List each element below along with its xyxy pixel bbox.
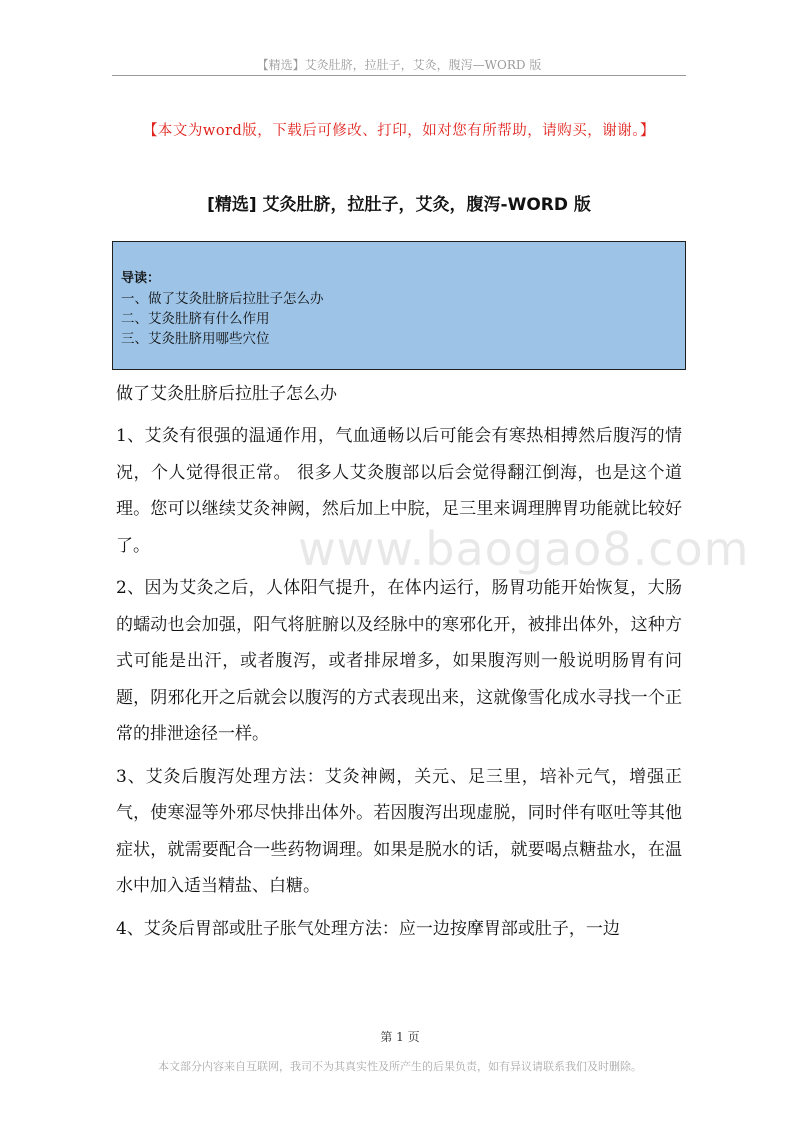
page-header: 【精选】艾灸肚脐，拉肚子，艾灸，腹泻—WORD 版 (256, 58, 542, 72)
guide-item: 三、艾灸肚脐用哪些穴位 (121, 331, 270, 347)
body-content (116, 418, 682, 953)
guide-item: 二、艾灸肚脐有什么作用 (121, 311, 270, 327)
paragraph-1: 1、艾灸有很强的温通作用，气血通畅以后可能会有寒热相搏然后腹泻的情况，个人觉得很正常。 很多人艾灸腹部以后会觉得翻江倒海，也是这个道理。您可以继续艾灸神阙，然后加上中脘，足三里来调理脾胃功能就比较好了。 (116, 426, 682, 556)
guide-item: 一、做了艾灸肚脐后拉肚子怎么办 (121, 291, 324, 307)
paragraph-4: 4、艾灸后胃部或肚子胀气处理方法：应一边按摩胃部或肚子，一边 (116, 918, 620, 939)
page-footer: 本文部分内容来自互联网，我司不为其真实性及所产生的后果负责，如有异议请联系我们及时删除。 (158, 1060, 642, 1073)
guide-box (112, 241, 686, 370)
page-number: 第 1 页 (380, 1030, 420, 1044)
paragraph-3: 3、艾灸后腹泻处理方法：艾灸神阙，关元、足三里，培补元气，增强正气，使寒湿等外邪尽快排出体外。若因腹泻出现虚脱，同时伴有呕吐等其他症状，就需要配合一些药物调理。如果是脱水的话，就要喝点糖盐水，在温水中加入适当精盐、白糖。 (116, 766, 682, 896)
section-heading: 做了艾灸肚脐后拉肚子怎么办 (116, 384, 337, 404)
download-notice: 【本文为word版，下载后可修改、打印，如对您有所帮助，请购买，谢谢。】 (142, 123, 656, 139)
paragraph-2: 2、因为艾灸之后，人体阳气提升，在体内运行，肠胃功能开始恢复，大肠的蠕动也会加强，阳气将脏腑以及经脉中的寒邪化开，被排出体外，这种方式可能是出汗，或者腹泻，或者排尿增多，如果腹泻则一般说明肠胃有问题，阴邪化开之后就会以腹泻的方式表现出来，这就像雪化成水寻找一个正常的排泄途径一样。 (116, 578, 682, 744)
document-title: [精选] 艾灸肚脐，拉肚子，艾灸，腹泻-WORD 版 (207, 195, 591, 215)
guide-title: 导读： (121, 271, 161, 286)
header-divider (112, 75, 686, 76)
watermark: www.baogao8.com (298, 522, 750, 576)
